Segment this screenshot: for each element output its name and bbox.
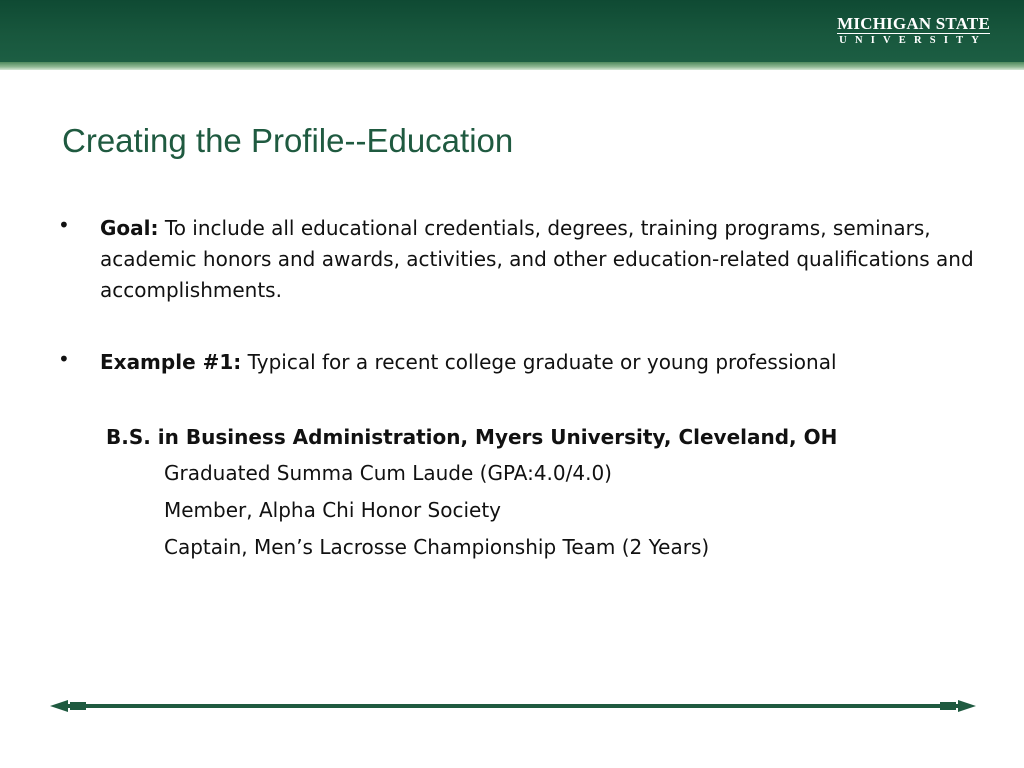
slide-title: Creating the Profile--Education bbox=[62, 122, 514, 159]
msu-logo bbox=[837, 15, 990, 48]
bullet-dot: • bbox=[58, 213, 70, 237]
header-stripe bbox=[0, 62, 1024, 70]
logo-line2: UNIVERSITY bbox=[839, 35, 988, 46]
bullet-goal-body: To include all educational credentials, degrees, training programs, seminars, academic honors and awards, activities, and other education-related qualifications and accomplishments. bbox=[100, 216, 974, 302]
example-item: Member, Alpha Chi Honor Society bbox=[164, 498, 501, 522]
example-item: Captain, Men’s Lacrosse Championship Team (2 Years) bbox=[164, 535, 710, 559]
example-item: Graduated Summa Cum Laude (GPA:4.0/4.0) bbox=[164, 461, 612, 485]
bullet-goal-text bbox=[100, 213, 980, 306]
header-bar bbox=[0, 0, 1024, 62]
bullet-example-body: Typical for a recent college graduate or young professional bbox=[241, 350, 837, 374]
bottom-rule-arrow bbox=[50, 696, 976, 716]
bullet-example-label: Example #1: bbox=[100, 350, 242, 374]
bullet-dot: • bbox=[58, 347, 70, 371]
bullet-example-text bbox=[100, 347, 980, 378]
logo-line1: MICHIGAN STATE bbox=[837, 14, 990, 33]
degree-heading: B.S. in Business Administration, Myers University, Cleveland, OH bbox=[106, 425, 838, 449]
bullet-goal-label: Goal: bbox=[100, 216, 159, 240]
